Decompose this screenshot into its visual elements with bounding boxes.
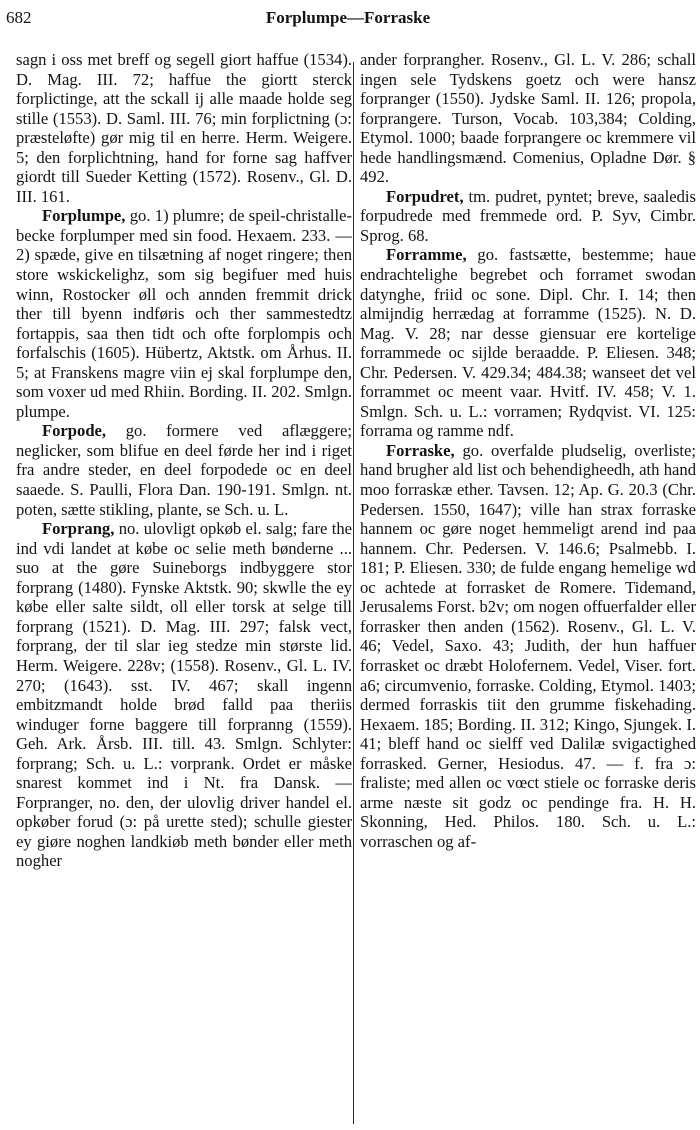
entry-forraske — [360, 441, 696, 851]
headword: Forraske, — [386, 440, 455, 460]
entry-text: go. fastsætte, bestemme; haue endrachtelighe begrebet och forramet swodan datynghe, friid oc sone. Dipl. Chr. I. 14; then almijndig herrædag at forramme (1525). N. D. Mag. V. 28; nar desse giensuar ere kortelige forrammede oc sijlde beraadde. P. Eliesen. 348; Chr. Pedersen. V. 429.34; 484.38; wanseet det vel forrammet oc meent vaar. Hvitf. IV. 458; V. 1. Smlgn. Sch. u. L.: vorramen; Rydqvist. VI. 125: forrama og ramme ndf. — [360, 245, 696, 441]
left-column — [16, 50, 352, 1128]
column-divider — [353, 62, 354, 1124]
entry-continuation — [16, 50, 352, 206]
entry-forpode — [16, 421, 352, 519]
page-header — [6, 8, 690, 36]
entry-text: no. ulovligt opkøb el. salg; fare the ind vdi landet at købe oc selie meth bønderne ... suo at the gøre Suineborgs indbyggere stor forprang (1480). Fynske Aktstk. 90; skwlle the ey købe eller salte sildt, oll eller torsk at selge till forprang (1521). D. Mag. III. 297; falsk vect, forprang, der til slar ieg stedze min største lid. Herm. Weigere. 228v; (1558). Rosenv., Gl. L. IV. 270; (1643). sst. IV. 467; skall ingenn embitzmandt holde brød falld paa theriis winduger forne baggere till forpranng (1559). Geh. Ark. Årsb. III. till. 43. Smlgn. Schlyter: forprang; Sch. u. L.: vorprank. Ordet er måske snarest kommet ind i Nt. fra Dansk. — Forpranger, no. den, der ulovlig driver handel el. opkøber forud (ɔ: på urette sted); schulle giester ey giøre noghen landkiøb meth bønder eller meth nogher — [16, 519, 352, 871]
entry-text: go. overfalde pludselig, overliste; hand brugher ald list och behendigheedh, ath hand moo forraskæ ether. Tavsen. 12; Ap. G. 20.3 (Chr. Pedersen. 1550, 1647); ville han strax forraske hannem oc gøre noget hemmeligt arend ind paa hannem. Chr. Pedersen. V. 146.6; Psalmebb. I. 181; P. Eliesen. 330; de fulde engang hemelige wd oc achtede at forrasket de Romere. Tidemand, Jerusalems Forst. b2v; om nogen offuerfalder eller forrasker then anden (1562). Rosenv., Gl. L. V. 46; Vedel, Saxo. 43; Judith, der hun haffuer forrasket oc dræbt Holofernem. Vedel, Viser. fort. a6; circumvenio, forraske. Colding, Etymol. 1403; dermed forraskis tiit den grumme fiskehading. Hexaem. 185; Bording. II. 312; Kingo, Sjungek. I. 41; bleff hand oc sielff ved Dalilæ svigactighed forrasked. Gerner, Hesiodus. 47. — f. fra ɔ: fraliste; med allen oc vœct stiele oc forraske deris arme næste sit godz oc pendinge fra. H. H. Skonning, Hed. Philos. 180. Sch. u. L.: vorraschen og af- — [360, 440, 696, 851]
headword: Forramme, — [386, 245, 467, 265]
headword: Forpudret, — [386, 186, 464, 206]
headword: Forplumpe, — [42, 206, 126, 226]
entry-forprang — [16, 519, 352, 871]
entry-text: tm. pudret, pyntet; breve, saaledis forpudrede med fremmede ord. P. Syv, Cimbr. Sprog. 68. — [360, 186, 696, 245]
entry-continuation — [360, 50, 696, 187]
entry-forplumpe — [16, 206, 352, 421]
running-head: Forplumpe—Forraske — [265, 8, 431, 27]
entry-forpudret — [360, 187, 696, 246]
entry-text: ander forprangher. Rosenv., Gl. L. V. 286; schall ingen sele Tydskens goetz och were hansz forpranger (1550). Jydske Saml. II. 126; propola, forprangere. Turson, Vocab. 103,384; Colding, Etymol. 1000; baade forprangere oc kremmere vil hede handlingsmænd. Comenius, Opladne Dør. § 492. — [360, 50, 696, 187]
headword: Forpode, — [42, 421, 107, 441]
entry-text: go. formere ved aflæggere; neglicker, som blifue en deel førde her ind i riget fra andre steder, en deel forpodede oc en deel saaede. S. Paulli, Flora Dan. 190-191. Smlgn. nt. poten, sætte stikling, plante, se Sch. u. L. — [16, 421, 352, 519]
right-column — [360, 50, 696, 1128]
headword: Forprang, — [42, 519, 115, 539]
entry-text: sagn i oss met breff og segell giort haffue (1534). D. Mag. III. 72; haffue the giortt sterck forplictinge, att the sckall ij alle maade holde seg stille (1553). D. Saml. III. 76; min forplictning (ɔ: præsteløfte) gør mig til en herre. Herm. Weigere. 5; den forplichtning, hand for forne sag haffver giordt till Sueder Ketting (1572). Rosenv., Gl. D. III. 161. — [16, 50, 352, 206]
page-number: 682 — [6, 8, 32, 27]
entry-forramme — [360, 245, 696, 440]
entry-text: go. 1) plumre; de speil-christalle-becke forplumper med sin food. Hexaem. 233. — 2) spæde, give en tilsætning af noget ringere; then store wskickelighz, som sig begifuer med huis winn, Rostocker øll och annden fremmit drick ther till byenn indføris och ther sammestedtz fortappis, saa then tidt och ofte forplompis och forfalschis (1605). Hübertz, Aktstk. om Århus. II. 5; at Franskens magre viin ej skal forplumpe den, som voxer ud med Rhiin. Bording. II. 202. Smlgn. plumpe. — [16, 206, 352, 421]
